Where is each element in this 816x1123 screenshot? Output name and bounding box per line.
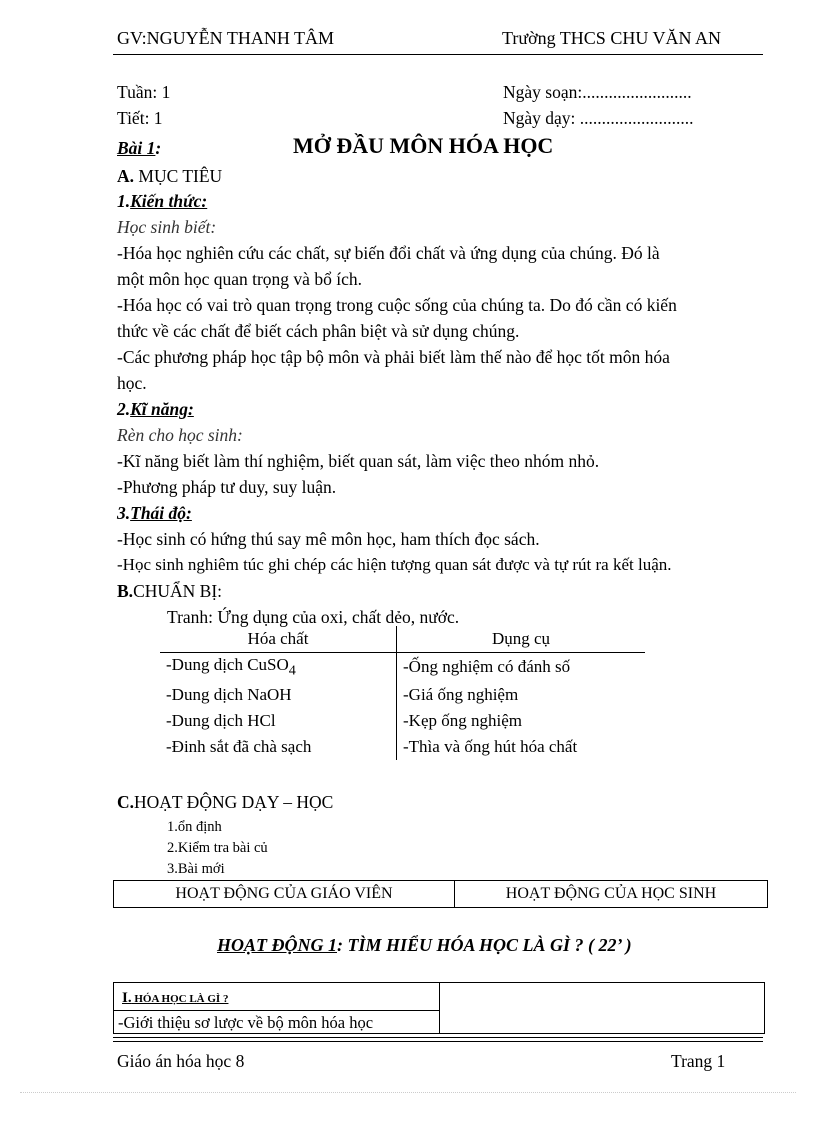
box-heading <box>122 990 228 1007</box>
knowledge-label: Kiến thức: <box>130 191 208 211</box>
table-row <box>160 708 645 734</box>
attitude-line: -Học sinh nghiêm túc ghi chép các hiện tượng quan sát được và tự rút ra kết luận. <box>117 555 672 574</box>
footer-right: Trang 1 <box>671 1051 726 1071</box>
step-item: 2.Kiểm tra bài củ <box>167 840 268 856</box>
column-divider <box>439 983 440 1033</box>
knowledge-line: thức về các chất để biết cách phân biệt và sử dụng chúng. <box>117 321 520 341</box>
section-c-title: HOẠT ĐỘNG DẠY – HỌC <box>134 792 334 812</box>
tool-cell: -Giá ống nghiệm <box>403 684 519 704</box>
skills-label: Kĩ năng: <box>130 399 194 419</box>
week: Tuần: 1 <box>117 82 171 102</box>
section-b-title: CHUẨN BỊ: <box>133 581 223 601</box>
chemical-cell: -Dung dịch HCl <box>160 708 397 734</box>
footer-rule-top <box>113 1037 763 1038</box>
equipment-table <box>160 626 645 760</box>
step-item: 3.Bài mới <box>167 861 225 877</box>
table-row <box>160 653 645 683</box>
knowledge-num: 1. <box>117 191 131 211</box>
footer-rule-bottom <box>113 1041 763 1042</box>
box-line: -Giới thiệu sơ lược về bộ môn hóa học <box>118 1013 374 1032</box>
header-school: Trường THCS CHU VĂN AN <box>502 28 721 48</box>
skills-line: -Phương pháp tư duy, suy luận. <box>117 477 337 497</box>
step-item: 1.ổn định <box>167 819 222 835</box>
picture-line: Tranh: Ứng dụng của oxi, chất dẻo, nước. <box>167 607 460 627</box>
box-heading-text: HÓA HỌC LÀ GÌ ? <box>131 993 229 1005</box>
activity-1-title <box>217 935 632 956</box>
teach-date: Ngày dạy: .......................... <box>503 108 694 128</box>
knowledge-line: một môn học quan trọng và bổ ích. <box>117 269 362 289</box>
attitude-label: Thái độ: <box>130 503 192 523</box>
table-header-row <box>160 626 645 653</box>
chemical-name: -Dung dịch CuSO <box>166 655 289 674</box>
teacher-activity-header: HOẠT ĐỘNG CỦA GIÁO VIÊN <box>114 881 455 907</box>
knowledge-line: học. <box>117 373 147 393</box>
header-rule <box>113 54 763 55</box>
skills-num: 2. <box>117 399 131 419</box>
page-title: MỞ ĐẦU MÔN HÓA HỌC <box>293 133 554 158</box>
section-a-title: MỤC TIÊU <box>134 166 223 186</box>
chemicals-header: Hóa chất <box>160 626 397 653</box>
period: Tiết: 1 <box>117 108 163 128</box>
activity-1-rest: : TÌM HIỂU HÓA HỌC LÀ GÌ ? ( 22’ ) <box>337 935 632 955</box>
attitude-heading <box>117 503 192 524</box>
tool-cell: -Kẹp ống nghiệm <box>403 710 522 730</box>
knowledge-line: -Hóa học có vai trò quan trọng trong cuộc sống của chúng ta. Do đó cần có kiến <box>117 295 677 315</box>
chemical-cell: -Dung dịch NaOH <box>160 682 397 708</box>
section-c-heading <box>117 792 333 813</box>
table-row <box>160 734 645 760</box>
student-activity-header: HOẠT ĐỘNG CỦA HỌC SINH <box>505 885 717 902</box>
section-a-letter: A. <box>117 166 135 186</box>
attitude-num: 3. <box>117 503 131 523</box>
activity-header-table <box>113 880 768 908</box>
header-teacher: GV:NGUYỄN THANH TÂM <box>117 28 334 48</box>
skills-intro: Rèn cho học sinh: <box>117 425 243 445</box>
page-edge <box>20 1092 796 1093</box>
chemical-cell <box>160 653 397 683</box>
knowledge-line: -Các phương pháp học tập bộ môn và phải biết làm thế nào để học tốt môn hóa <box>117 347 670 367</box>
section-b-heading <box>117 581 222 602</box>
box-heading-num: I. <box>122 990 132 1006</box>
activity-1-table <box>113 982 765 1034</box>
table-row <box>160 682 645 708</box>
knowledge-heading <box>117 191 207 212</box>
tool-cell: -Ống nghiệm có đánh số <box>403 657 571 677</box>
activity-1-label: HOẠT ĐỘNG 1 <box>217 935 337 955</box>
footer-left: Giáo án hóa học 8 <box>117 1051 245 1071</box>
tool-cell: -Thìa và ống hút hóa chất <box>403 736 578 756</box>
skills-line: -Kĩ năng biết làm thí nghiệm, biết quan sát, làm việc theo nhóm nhỏ. <box>117 451 600 471</box>
attitude-line: -Học sinh có hứng thú say mê môn học, ham thích đọc sách. <box>117 529 540 549</box>
lesson-label <box>117 138 161 159</box>
skills-heading <box>117 399 194 420</box>
lesson-colon: : <box>155 138 162 158</box>
chemical-cell: -Đinh sắt đã chà sạch <box>160 734 397 760</box>
section-b-letter: B. <box>117 581 134 601</box>
section-c-letter: C. <box>117 792 135 812</box>
lesson-number: Bài 1 <box>117 138 156 158</box>
prep-date: Ngày soạn:......................... <box>503 82 692 102</box>
chemical-subscript: 4 <box>288 662 296 679</box>
box-row-divider <box>114 1010 439 1011</box>
tools-header: Dụng cụ <box>397 626 646 653</box>
knowledge-intro: Học sinh biết: <box>117 217 217 237</box>
section-a-heading <box>117 166 222 187</box>
knowledge-line: -Hóa học nghiên cứu các chất, sự biến đổi chất và ứng dụng của chúng. Đó là <box>117 243 660 263</box>
